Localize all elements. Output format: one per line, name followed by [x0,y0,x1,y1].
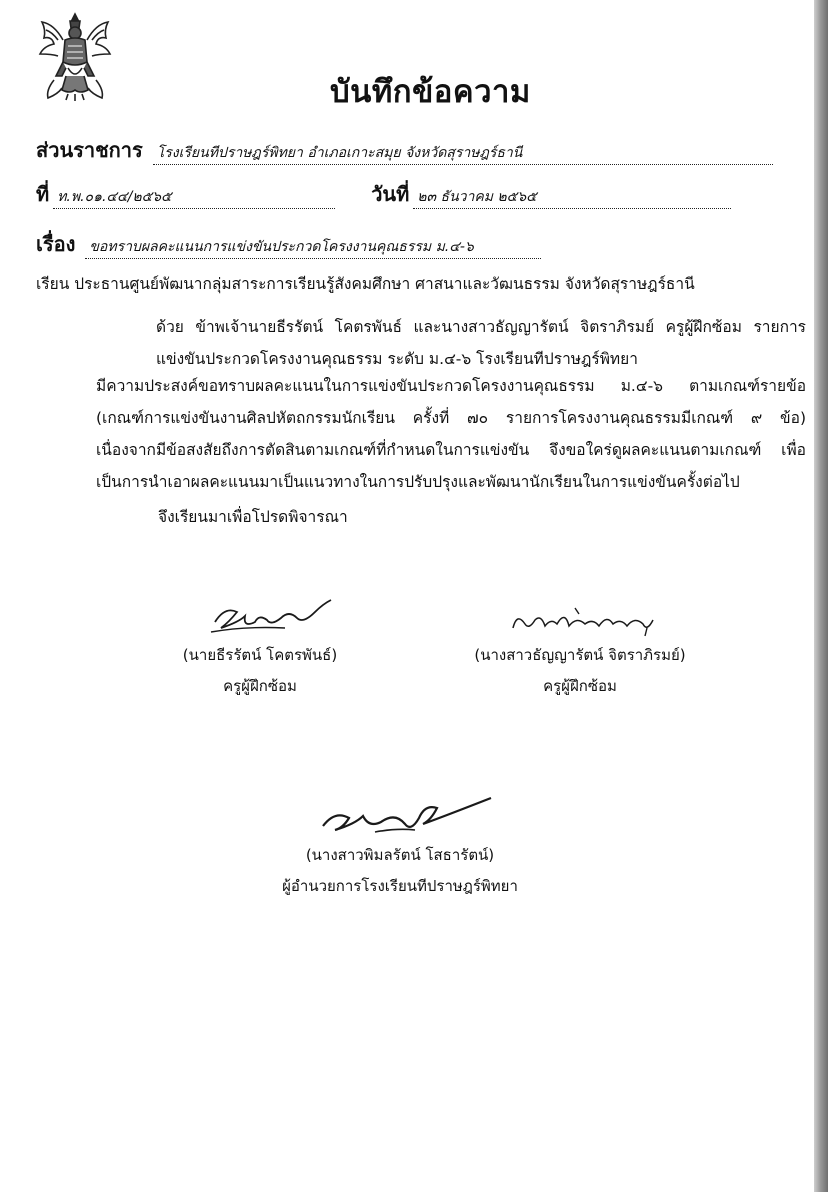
signature-block-director [240,788,560,902]
date-label: วันที่ [371,182,410,206]
agency-row [36,134,773,166]
director-position: ผู้อำนวยการโรงเรียนทีปราษฎร์พิทยา [282,877,518,895]
signature-block-right [440,598,720,702]
number-value: ท.พ.๐๑.๔๔/๒๕๖๕ [53,186,335,209]
signatory-right-position: ครูผู้ฝึกซ้อม [543,677,617,695]
signatory-left-name: (นายธีรรัตน์ โคตรพันธ์) [182,646,338,664]
page-edge-shadow [814,0,828,1192]
signature-block-left [140,592,380,702]
subject-label: เรื่อง [36,232,76,256]
director-name: (นางสาวพิมลรัตน์ โสธารัตน์) [305,846,495,864]
date-value: ๒๓ ธันวาคม ๒๕๖๕ [413,186,731,209]
number-date-row [36,178,731,210]
agency-value: โรงเรียนทีปราษฎร์พิทยา อำเภอเกาะสมุย จังหวัดสุราษฎร์ธานี [153,142,773,165]
paragraph-request [36,370,806,498]
signatory-right-name: (นางสาวธัญญารัตน์ จิตราภิรมย์) [474,646,686,664]
salutation: เรียน ประธานศูนย์พัฒนากลุ่มสาระการเรียนรู้สังคมศึกษา ศาสนาและวัฒนธรรม จังหวัดสุราษฎร์ธานี [36,275,695,293]
paragraph-intro [36,311,806,375]
handwritten-signature-director [305,788,495,840]
paragraph-intro-text: ด้วย ข้าพเจ้านายธีรรัตน์ โคตรพันธ์ และนางสาวธัญญารัตน์ จิตราภิรมย์ ครูผู้ฝึกซ้อม รายการแข่งขันประกวดโครงงานคุณธรรม ระดับ ม.๔-๖ โรงเรียนทีปราษฎร์พิทยา [156,318,806,368]
closing-line: จึงเรียนมาเพื่อโปรดพิจารณา [158,508,348,526]
subject-value: ขอทราบผลคะแนนการแข่งขันประกวดโครงงานคุณธรรม ม.๔-๖ [85,236,541,259]
subject-row [36,228,541,260]
handwritten-signature-left [185,592,335,640]
handwritten-signature-right [495,598,665,640]
garuda-emblem-icon [32,10,118,102]
signatory-left-position: ครูผู้ฝึกซ้อม [223,677,297,695]
agency-label: ส่วนราชการ [36,138,143,162]
paragraph-request-text: มีความประสงค์ขอทราบผลคะแนนในการแข่งขันประกวดโครงงานคุณธรรม ม.๔-๖ ตามเกณฑ์รายข้อ (เกณฑ์การแข่งขันงานศิลปหัตถกรรมนักเรียน ครั้งที่ ๗๐ รายการโครงงานคุณธรรมมีเกณฑ์ ๙ ข้อ) เนื่องจากมีข้อสงสัยถึงการตัดสินตามเกณฑ์ที่กำหนดในการแข่งขัน จึงขอใคร่ดูผลคะแนนตามเกณฑ์ เพื่อเป็นการนำเอาผลคะแนนมาเป็นแนวทางในการปรับปรุงและพัฒนานักเรียนในการแข่งขันครั้งต่อไป [96,377,806,491]
number-label: ที่ [36,182,50,206]
memo-title: บันทึกข้อความ [330,74,531,110]
